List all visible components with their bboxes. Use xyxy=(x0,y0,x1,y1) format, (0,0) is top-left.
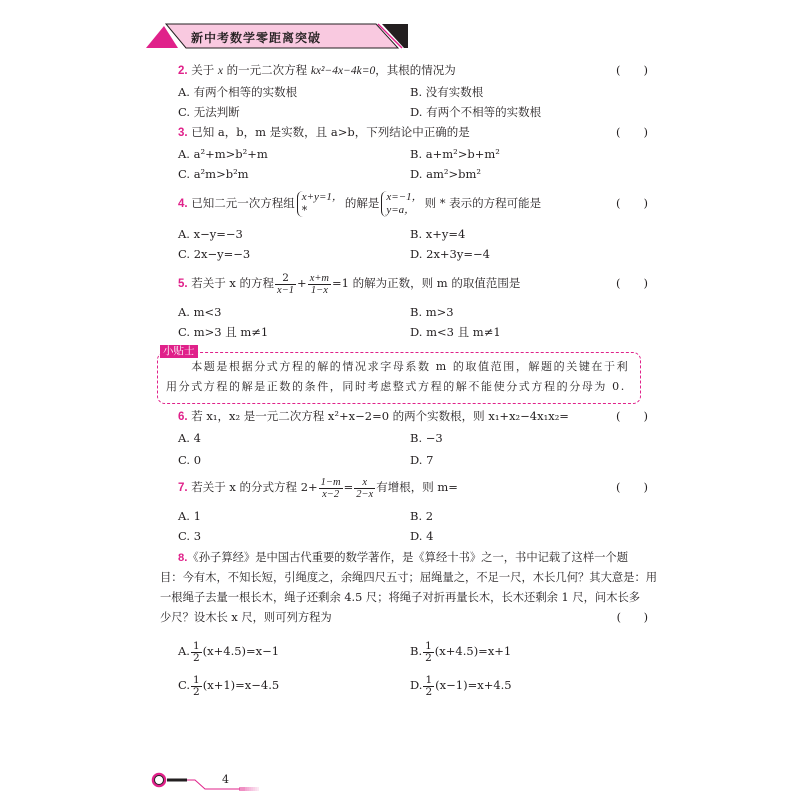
option-d[interactable]: D. am²>bm² xyxy=(410,167,482,181)
option-d[interactable]: D. m<3 且 m≠1 xyxy=(410,325,501,339)
fraction: $\frac{2}{x-1}$ xyxy=(277,271,295,296)
option-a[interactable]: A. 有两个相等的实数根 xyxy=(178,85,298,99)
option-d[interactable]: D. 7 xyxy=(410,453,434,467)
answer-blank[interactable]: ( ) xyxy=(616,276,648,290)
answer-blank[interactable]: ( ) xyxy=(616,611,648,624)
tip-text: 本题是根据分式方程的解的情况求字母系数 m 的取值范围，解题的关键在于利用分式方程的解是正数的条件，同时考虑整式方程的解不能使分式方程的分母为 0. xyxy=(166,360,630,393)
option-a[interactable]: A. a²+m>b²+m xyxy=(178,147,268,161)
option-c[interactable]: C. $\frac{1}{2}$ (x+1)=x−4.5 xyxy=(178,673,280,698)
option-c[interactable]: C. a²m>b²m xyxy=(178,167,249,181)
answer-blank[interactable]: ( ) xyxy=(616,63,648,77)
option-b[interactable]: B. 没有实数根 xyxy=(410,85,484,99)
tip-label: 小贴士 xyxy=(160,345,198,358)
equation-system: x+y=1， * xyxy=(297,191,343,217)
question-number: 2. xyxy=(178,65,188,77)
option-d[interactable]: D. 有两个不相等的实数根 xyxy=(410,105,542,119)
page-footer-decoration xyxy=(150,768,270,792)
option-c[interactable]: C. 3 xyxy=(178,529,202,543)
fraction: $\frac{x+m}{1-x}$ xyxy=(309,272,330,296)
option-d[interactable]: D. 4 xyxy=(410,529,434,543)
question-6 xyxy=(178,408,648,425)
question-number: 5. xyxy=(178,278,188,290)
option-c[interactable]: C. 0 xyxy=(178,453,202,467)
option-c[interactable]: C. 2x−y=−3 xyxy=(178,247,251,261)
footer-circle-line-icon xyxy=(150,768,280,798)
question-stem: 已知 a，b，m 是实数，且 a>b，下列结论中正确的是 xyxy=(191,125,470,139)
question-number: 8. xyxy=(178,552,188,564)
option-d[interactable]: D. $\frac{1}{2}$ (x−1)=x+4.5 xyxy=(410,673,512,698)
chapter-title: 新中考数学零距离突破 xyxy=(191,31,322,45)
question-number: 7. xyxy=(178,482,188,494)
option-a[interactable]: A. x−y=−3 xyxy=(178,227,243,241)
option-a[interactable]: A. 1 xyxy=(178,509,201,523)
question-number: 4. xyxy=(178,198,188,210)
option-b[interactable]: B. a+m²>b+m² xyxy=(410,147,500,161)
option-c[interactable]: C. 无法判断 xyxy=(178,105,240,119)
answer-blank[interactable]: ( ) xyxy=(616,125,648,139)
question-3 xyxy=(178,124,648,141)
option-b[interactable]: B. m>3 xyxy=(410,305,454,319)
question-7: 7. 若关于 x 的分式方程 2+ $\frac{1-m}{x-2}$ = $\frac{x}{2-x}$ 有增根，则 m= ( ) xyxy=(178,472,648,502)
solution-system: x=−1， y=a， xyxy=(381,191,422,217)
option-b[interactable]: B. 2 xyxy=(410,509,434,523)
question-8: 8.《孙子算经》是中国古代重要的数学著作，是《算经十书》之一，书中记载了这样一个题 目：今有木，不知长短，引绳度之，余绳四尺五寸；屈绳量之，不足一尺，木长几何？其大意是：用 一根绳子去量一根长木，绳子还剩余 4.5 尺；将绳子对折再量长木，长木还剩余 1 尺，问木长多 少尺？设木长 x 尺，则可列方程为 ( ) xyxy=(160,548,640,628)
question-5: 5. 若关于 x 的方程 $\frac{2}{x-1}$ + $\frac{x+m}{1-x}$ =1 的解为正数，则 m 的取值范围是 ( ) xyxy=(178,268,648,298)
page-number: 4 xyxy=(222,773,229,786)
equation: kx²−4x−4k=0 xyxy=(310,65,376,77)
question-4: 4. 已知二元一次方程组 x+y=1， * 的解是 x=−1， y=a， 则 * 表示的方程可能是 ( ) xyxy=(178,186,648,220)
option-a[interactable]: A. $\frac{1}{2}$ (x+4.5)=x−1 xyxy=(178,639,280,664)
question-stem: 若 x₁，x₂ 是一元二次方程 x²+x−2=0 的两个实数根，则 x₁+x₂−4x₁x₂= xyxy=(191,409,569,423)
option-a[interactable]: A. 4 xyxy=(178,431,201,445)
answer-blank[interactable]: ( ) xyxy=(616,480,648,494)
option-d[interactable]: D. 2x+3y=−4 xyxy=(410,247,490,261)
answer-blank[interactable]: ( ) xyxy=(616,409,648,423)
chapter-header-banner xyxy=(146,22,446,50)
option-b[interactable]: B. x+y=4 xyxy=(410,227,466,241)
question-number: 6. xyxy=(178,411,188,423)
fraction: $\frac{x}{2-x}$ xyxy=(356,476,374,500)
option-b[interactable]: B. $\frac{1}{2}$ (x+4.5)=x+1 xyxy=(410,639,512,664)
question-number: 3. xyxy=(178,127,188,139)
question-2: 2. 关于 x 的一元二次方程 kx²−4x−4k=0，其根的情况为 ( ) xyxy=(178,63,648,77)
answer-blank[interactable]: ( ) xyxy=(616,196,648,210)
option-c[interactable]: C. m>3 且 m≠1 xyxy=(178,325,269,339)
fraction: $\frac{1-m}{x-2}$ xyxy=(320,476,341,500)
option-a[interactable]: A. m<3 xyxy=(178,305,222,319)
option-b[interactable]: B. −3 xyxy=(410,431,443,445)
